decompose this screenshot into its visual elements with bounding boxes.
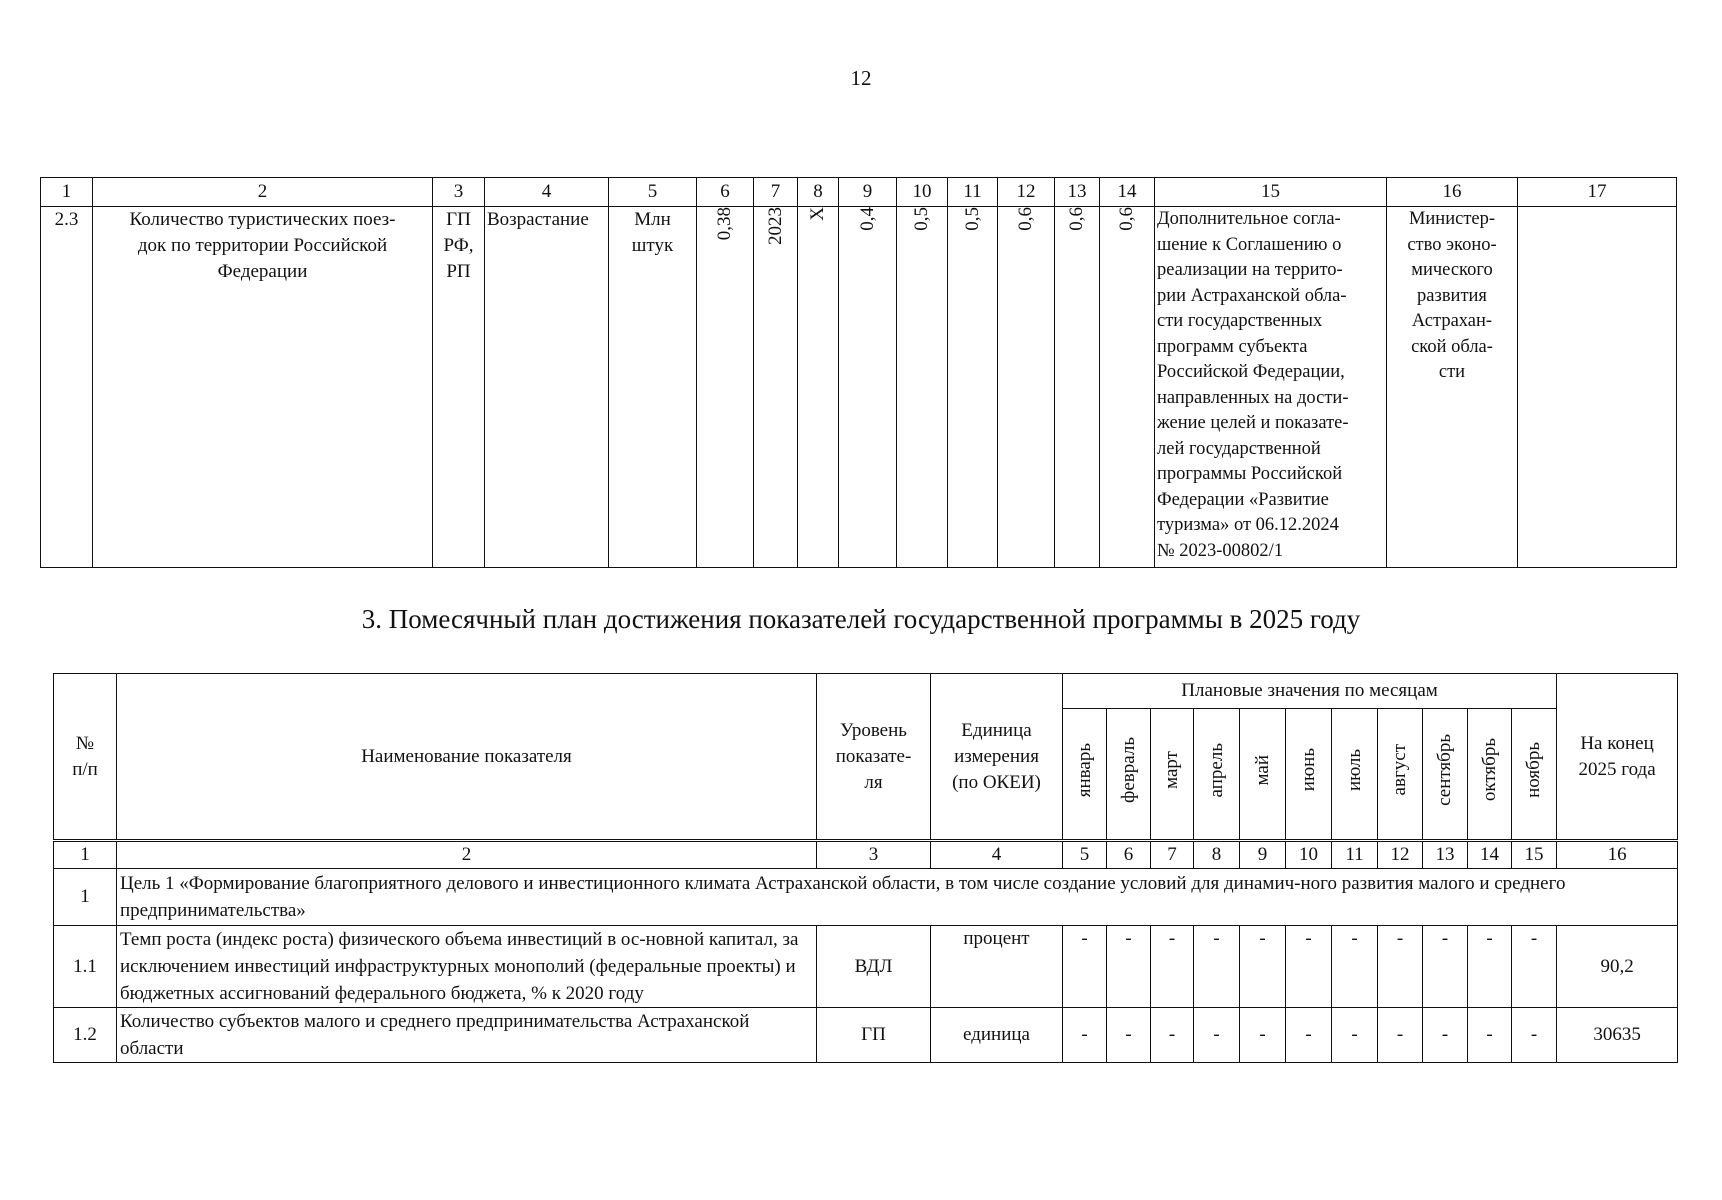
- month-value: -: [1378, 926, 1423, 1008]
- col-number: 14: [1468, 841, 1512, 869]
- indicator-level: ГП: [817, 1008, 931, 1063]
- col-number: 13: [1423, 841, 1468, 869]
- indicator-direction: Возрастание: [485, 207, 609, 568]
- responsible-body: Министер- ство эконо- мического развития Астрахан- ской обла- сти: [1387, 207, 1518, 568]
- month-header: апрель: [1194, 709, 1240, 841]
- month-header: март: [1151, 709, 1194, 841]
- col12-value: 0,6: [1015, 207, 1036, 231]
- row-number: 1.2: [54, 1008, 117, 1063]
- col-number: 4: [485, 178, 609, 207]
- column-number-row: [54, 841, 1678, 869]
- month-header: февраль: [1107, 709, 1151, 841]
- month-value: -: [1240, 1008, 1286, 1063]
- indicators-table: [40, 177, 1677, 568]
- col-number: 16: [1387, 178, 1518, 207]
- col-number: 3: [433, 178, 485, 207]
- page-number: 12: [850, 66, 872, 90]
- col-number: 6: [1107, 841, 1151, 869]
- col-number: 1: [41, 178, 93, 207]
- col13-cell: [1055, 207, 1100, 568]
- row-number: 2.3: [41, 207, 93, 568]
- col-number: 4: [931, 841, 1063, 869]
- month-value: -: [1378, 1008, 1423, 1063]
- month-value: -: [1286, 1008, 1332, 1063]
- indicator-unit: Млн штук: [609, 207, 697, 568]
- header-name: Наименование показателя: [117, 674, 817, 841]
- col11-value: 0,5: [961, 207, 983, 231]
- indicator-unit: процент: [931, 926, 1063, 1008]
- month-value: -: [1194, 1008, 1240, 1063]
- col-number: 10: [1286, 841, 1332, 869]
- col-number: 11: [1332, 841, 1378, 869]
- col8-value: Х: [807, 207, 828, 221]
- col-number: 2: [93, 178, 433, 207]
- month-value: -: [1423, 926, 1468, 1008]
- col-number: 6: [697, 178, 754, 207]
- goal-number: 1: [54, 869, 117, 926]
- col10-value: 0,5: [911, 207, 932, 231]
- indicator-name: Темп роста (индекс роста) физического объема инвестиций в ос-новной капитал, за исключением инвестиций инфраструктурных монополий (федеральные проекты) и бюджетных ассигнований федерального бюджета, % к 2020 году: [117, 926, 817, 1008]
- col-number: 15: [1512, 841, 1557, 869]
- col-number: 5: [1063, 841, 1107, 869]
- column-number-row: [41, 178, 1677, 207]
- month-value: -: [1332, 1008, 1378, 1063]
- col12-cell: [998, 207, 1055, 568]
- document-reference: Дополнительное согла- шение к Соглашению о реализации на террито- рии Астраханской обла- сти государственных программ субъекта Российской Федерации, направленных на дости- жение целей и показате- лей государственной программы Российской Федерации «Развитие туризма» от 06.12.2024 № 2023-00802/1: [1155, 207, 1387, 568]
- base-value: 0,38: [714, 207, 735, 241]
- month-value: -: [1194, 926, 1240, 1008]
- month-value: -: [1063, 1008, 1107, 1063]
- col-number: 1: [54, 841, 117, 869]
- month-header: июнь: [1286, 709, 1332, 841]
- month-value: -: [1240, 926, 1286, 1008]
- month-value: -: [1151, 1008, 1194, 1063]
- col-number: 9: [1240, 841, 1286, 869]
- col11-cell: [948, 207, 998, 568]
- indicator-name: Количество субъектов малого и среднего предпринимательства Астраханской области: [117, 1008, 817, 1063]
- col-number: 14: [1100, 178, 1155, 207]
- col-number: 7: [754, 178, 798, 207]
- col-number: 5: [609, 178, 697, 207]
- col-number: 2: [117, 841, 817, 869]
- col-number: 15: [1155, 178, 1387, 207]
- col-number: 9: [839, 178, 897, 207]
- month-header: ноябрь: [1512, 709, 1557, 841]
- col13-value: 0,6: [1066, 207, 1087, 231]
- month-value: -: [1512, 926, 1557, 1008]
- monthly-plan-table: [53, 673, 1678, 1063]
- col-number: 8: [1194, 841, 1240, 869]
- table-row: [54, 1008, 1678, 1063]
- header-unit: Единица измерения (по ОКЕИ): [931, 674, 1063, 841]
- header-num: № п/п: [54, 674, 117, 841]
- month-value: -: [1468, 1008, 1512, 1063]
- col10-cell: [897, 207, 948, 568]
- header-months-group: Плановые значения по месяцам: [1063, 674, 1557, 709]
- row-number: 1.1: [54, 926, 117, 1008]
- col9-cell: [839, 207, 897, 568]
- year-end-value: 30635: [1557, 1008, 1678, 1063]
- month-value: -: [1423, 1008, 1468, 1063]
- month-value: -: [1286, 926, 1332, 1008]
- col-number: 3: [817, 841, 931, 869]
- month-header: октябрь: [1468, 709, 1512, 841]
- col-number: 16: [1557, 841, 1678, 869]
- month-value: -: [1107, 1008, 1151, 1063]
- month-header: июль: [1332, 709, 1378, 841]
- col-number: 12: [998, 178, 1055, 207]
- col-number: 11: [948, 178, 998, 207]
- col17-cell: [1518, 207, 1677, 568]
- month-header: сентябрь: [1423, 709, 1468, 841]
- indicator-name: Количество туристических поез- док по территории Российской Федерации: [93, 207, 433, 568]
- month-value: -: [1468, 926, 1512, 1008]
- base-year-cell: [754, 207, 798, 568]
- month-value: -: [1151, 926, 1194, 1008]
- header-year-end: На конец 2025 года: [1557, 674, 1678, 841]
- indicator-unit: единица: [931, 1008, 1063, 1063]
- month-value: -: [1063, 926, 1107, 1008]
- col9-value: 0,4: [856, 207, 878, 231]
- indicator-level: ВДЛ: [817, 926, 931, 1008]
- table-row: [41, 207, 1677, 568]
- col-number: 17: [1518, 178, 1677, 207]
- section-title: 3. Помесячный план достижения показателей государственной программы в 2025 году: [361, 604, 1361, 634]
- year-end-value: 90,2: [1557, 926, 1678, 1008]
- goal-text: Цель 1 «Формирование благоприятного делового и инвестиционного климата Астраханской области, в том числе создание условий для динамич-ного развития малого и среднего предпринимательства»: [117, 869, 1678, 926]
- month-value: -: [1107, 926, 1151, 1008]
- header-level: Уровень показате- ля: [817, 674, 931, 841]
- month-header: май: [1240, 709, 1286, 841]
- month-header: январь: [1063, 709, 1107, 841]
- month-header: август: [1378, 709, 1423, 841]
- col14-value: 0,6: [1116, 207, 1137, 231]
- month-value: -: [1512, 1008, 1557, 1063]
- col14-cell: [1100, 207, 1155, 568]
- base-value-cell: [697, 207, 754, 568]
- header-row: [54, 674, 1678, 709]
- col-number: 8: [798, 178, 839, 207]
- col-number: 13: [1055, 178, 1100, 207]
- col-number: 10: [897, 178, 948, 207]
- indicator-level: ГП РФ, РП: [433, 207, 485, 568]
- col-number: 7: [1151, 841, 1194, 869]
- goal-row: [54, 869, 1678, 926]
- col-number: 12: [1378, 841, 1423, 869]
- col8-cell: [798, 207, 839, 568]
- table-row: [54, 926, 1678, 1008]
- month-value: -: [1332, 926, 1378, 1008]
- base-year: 2023: [764, 207, 786, 245]
